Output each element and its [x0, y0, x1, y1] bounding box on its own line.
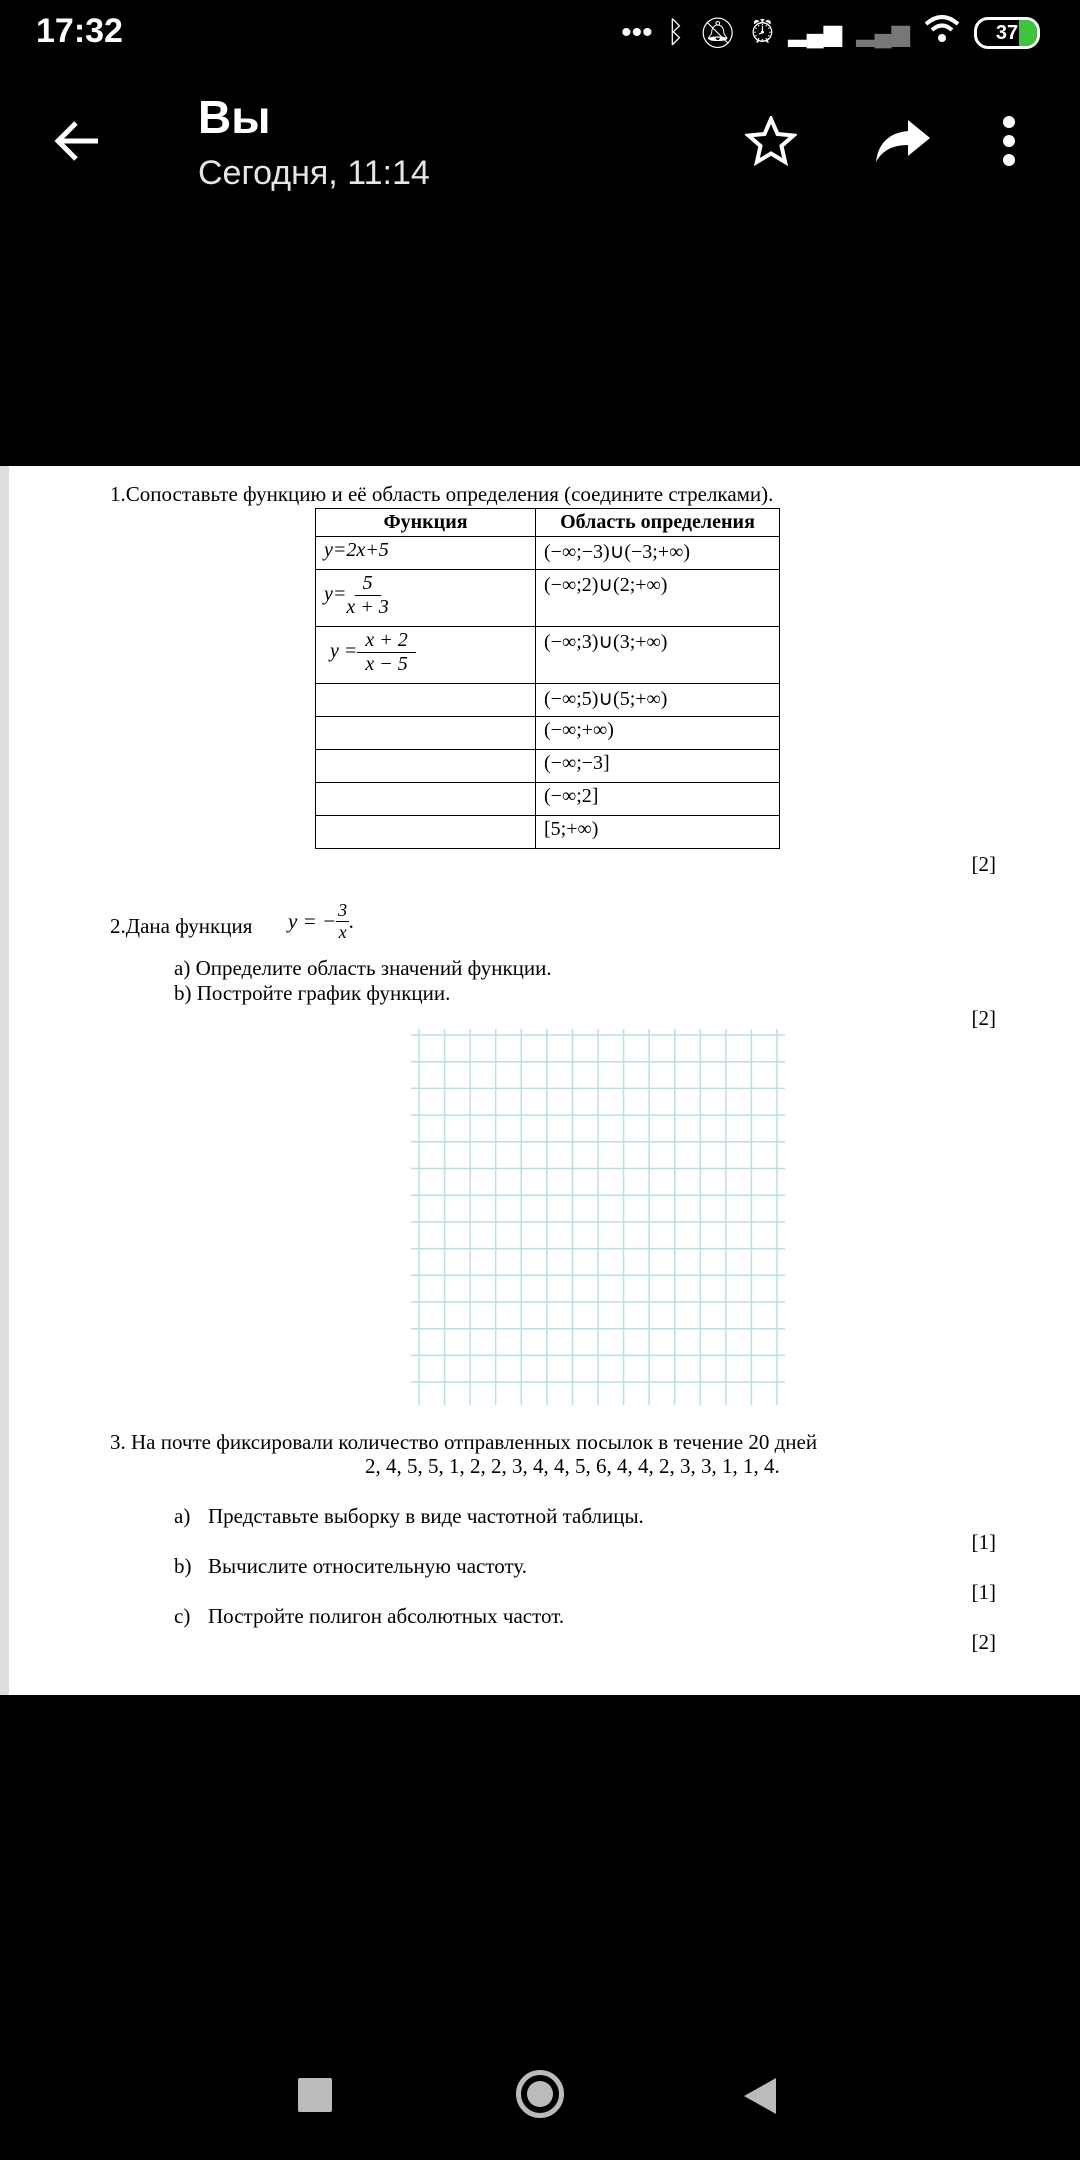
- bluetooth-icon: ᛒ: [666, 16, 685, 49]
- q3-c-text: Постройте полигон абсолютных частот.: [208, 1604, 565, 1628]
- q3-b-mark: [1]: [971, 1580, 996, 1604]
- message-date: Сегодня, 11:14: [198, 154, 430, 192]
- arrow-left-icon: [52, 119, 102, 163]
- more-options-button[interactable]: [984, 106, 1034, 176]
- formula-dot: .: [349, 909, 355, 933]
- den: x: [338, 922, 347, 942]
- num: x + 2: [357, 629, 415, 653]
- function-3-fraction: [357, 629, 415, 676]
- q3-text: 3. На почте фиксировали количество отправленных посылок в течение 20 дней: [110, 1430, 818, 1454]
- q2-text: 2.Дана функция: [110, 914, 253, 938]
- num: 3: [338, 900, 348, 920]
- den: x + 3: [346, 596, 389, 618]
- forward-button[interactable]: [868, 106, 938, 176]
- domain-2: (−∞;2)∪(2;+∞): [536, 570, 780, 627]
- domain-8: [5;+∞): [536, 816, 780, 849]
- more-vert-icon: [1002, 116, 1016, 166]
- star-icon: [745, 116, 797, 166]
- q3-b-label: b): [174, 1554, 192, 1578]
- function-3-lhs: y =: [330, 640, 358, 663]
- bell-off-icon: 🔕︎: [698, 16, 737, 50]
- function-2-fraction: [346, 572, 388, 619]
- q3-b-text: Вычислите относительную частоту.: [208, 1554, 528, 1578]
- signal-2-icon: ▂▄▆: [856, 19, 910, 47]
- q2-a: a) Определите область значений функции.: [174, 956, 552, 980]
- recents-button[interactable]: [298, 2078, 332, 2112]
- domain-6: (−∞;−3]: [536, 750, 780, 783]
- function-2-lhs: y=: [324, 583, 347, 606]
- status-icons: [621, 14, 1040, 52]
- formula-fraction: [336, 900, 349, 943]
- q3-a-label: a): [174, 1504, 191, 1528]
- den: x − 5: [365, 653, 408, 675]
- wifi-icon: [924, 14, 960, 52]
- q3-data: 2, 4, 5, 5, 1, 2, 2, 3, 4, 4, 5, 6, 4, 4, 2, 3, 3, 1, 1, 4.: [365, 1454, 780, 1478]
- battery-icon: [974, 17, 1040, 49]
- q1-text: 1.Сопоставьте функцию и её область определения (соедините стрелками).: [110, 482, 774, 506]
- home-icon: [527, 2081, 553, 2107]
- q1-mark: [2]: [971, 852, 996, 876]
- graph-grid: [411, 1029, 785, 1405]
- status-time: 17:32: [36, 12, 123, 50]
- q2-mark: [2]: [971, 1006, 996, 1030]
- battery-level: 37: [995, 22, 1019, 44]
- share-arrow-icon: [874, 118, 932, 164]
- document-image[interactable]: [0, 466, 1080, 1695]
- header-domain: Область определения: [536, 509, 780, 537]
- domain-7: (−∞;2]: [536, 783, 780, 816]
- q3-a-text: Представьте выборку в виде частотной таблицы.: [208, 1504, 644, 1528]
- q2-b: b) Постройте график функции.: [174, 981, 451, 1005]
- q3-c-mark: [2]: [971, 1630, 996, 1654]
- q3-a-mark: [1]: [971, 1530, 996, 1554]
- domain-3: (−∞;3)∪(3;+∞): [536, 627, 780, 684]
- domain-table: [315, 508, 780, 849]
- sender-title: Вы: [198, 91, 271, 143]
- navigation-bar: [0, 2040, 1080, 2160]
- num: 5: [355, 572, 381, 596]
- more-dots-icon: •••: [621, 16, 653, 49]
- home-button[interactable]: [516, 2070, 564, 2118]
- star-button[interactable]: [736, 106, 806, 176]
- domain-4: (−∞;5)∪(5;+∞): [536, 684, 780, 717]
- signal-icon: ▂▄▆: [788, 19, 843, 47]
- domain-1: (−∞;−3)∪(−3;+∞): [536, 537, 780, 570]
- formula-lhs: y = −: [288, 909, 337, 933]
- back-button[interactable]: [42, 106, 112, 176]
- back-nav-button[interactable]: [742, 2076, 778, 2116]
- alarm-icon: ⏰︎: [750, 16, 775, 49]
- domain-5: (−∞;+∞): [536, 717, 780, 750]
- function-1: y=2x+5: [324, 539, 389, 561]
- page-edge: [0, 466, 9, 1695]
- header-function: Функция: [316, 509, 536, 537]
- q3-c-label: c): [174, 1604, 191, 1628]
- q2-formula: [288, 900, 354, 943]
